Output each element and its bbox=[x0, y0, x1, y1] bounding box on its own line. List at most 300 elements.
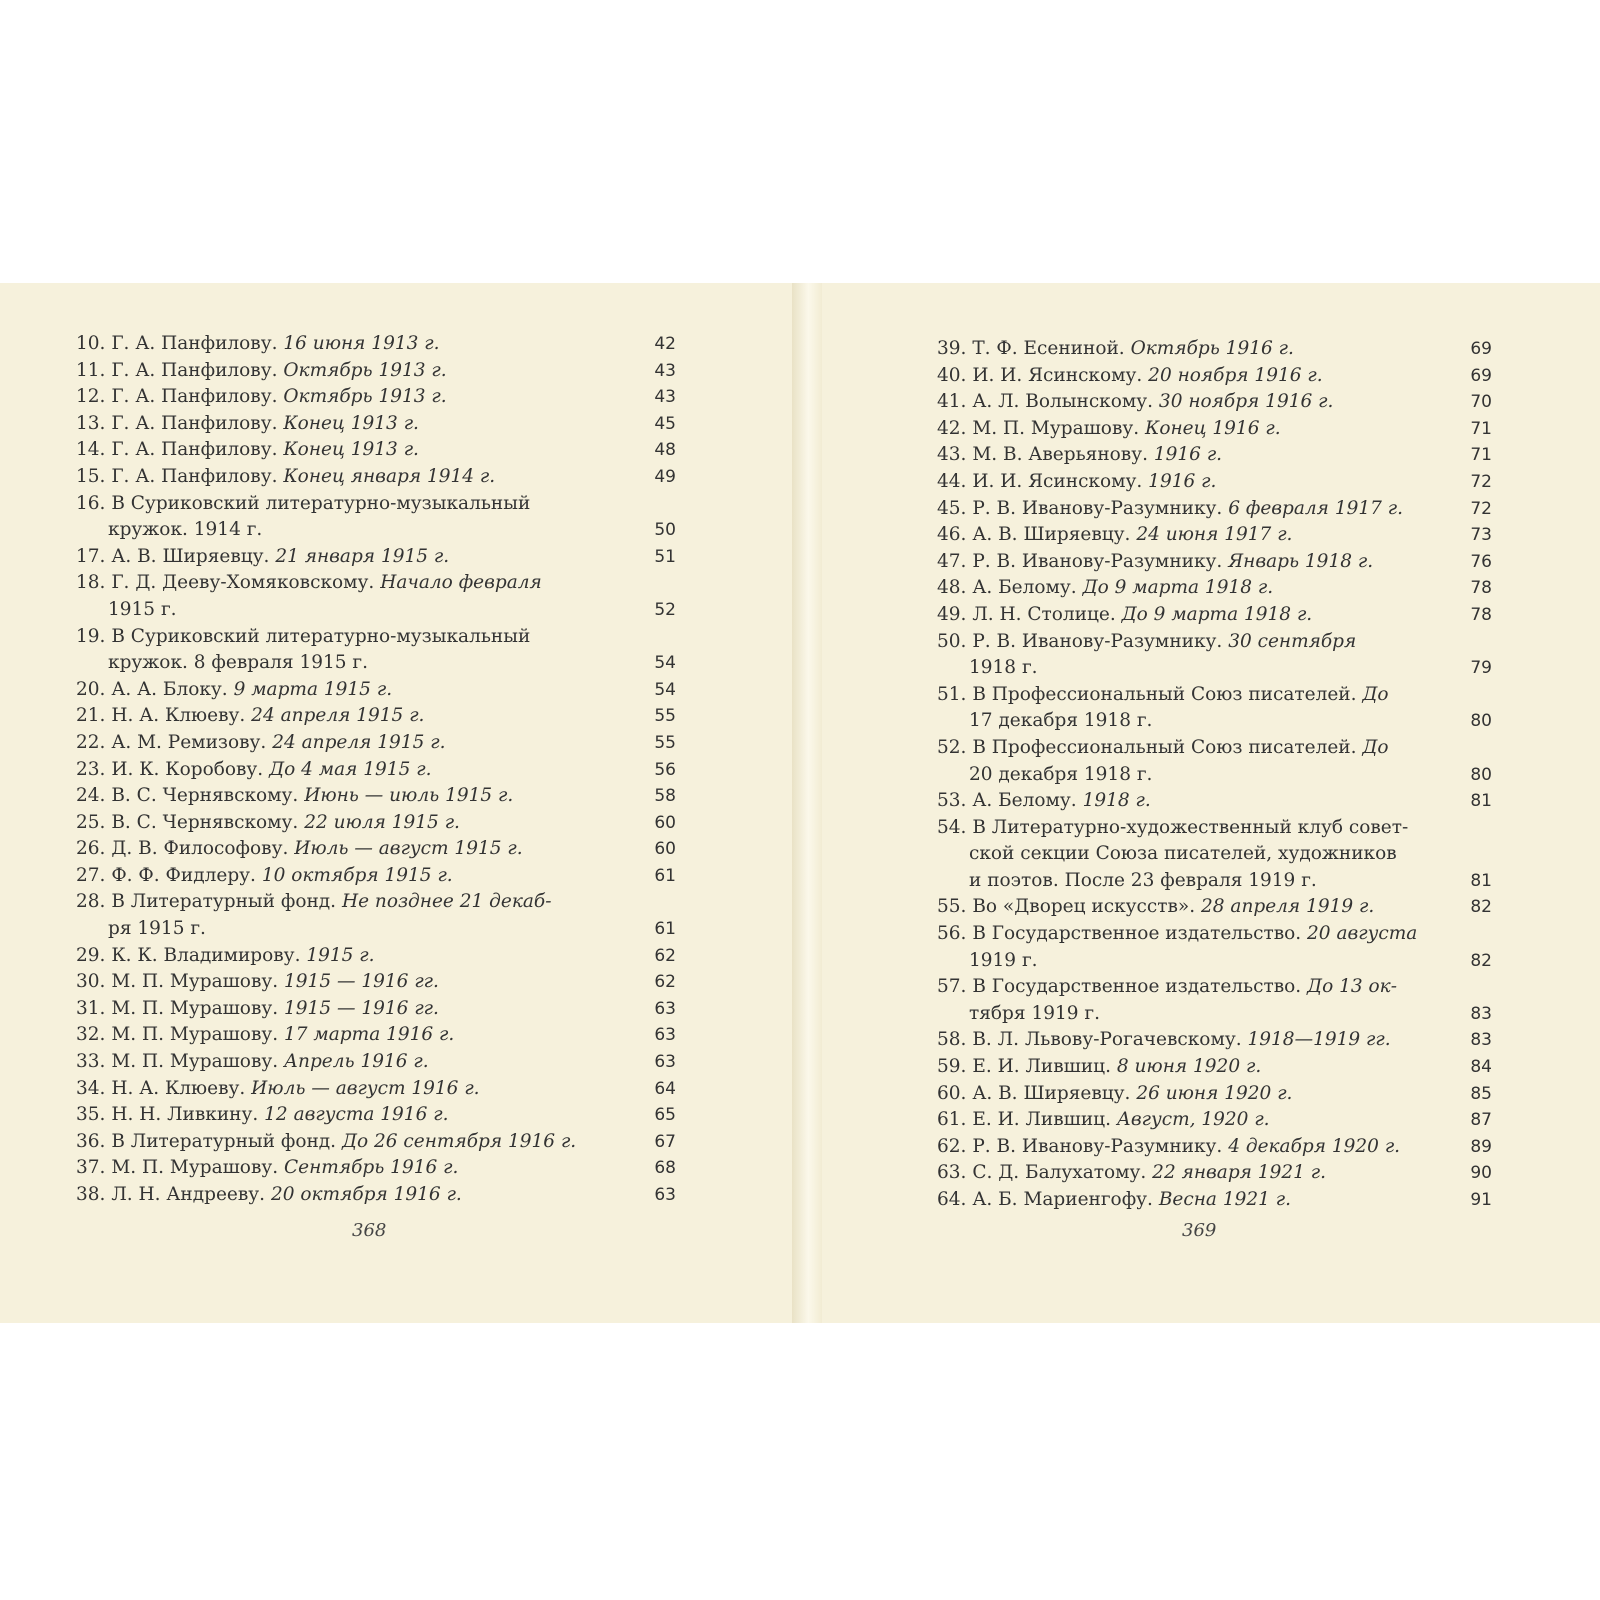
toc-entry bbox=[937, 602, 1492, 629]
book-spread bbox=[0, 283, 1600, 1323]
entry-text bbox=[937, 1029, 1391, 1050]
entry-number: 56. bbox=[937, 923, 967, 945]
entry-text bbox=[937, 1189, 1291, 1210]
toc-entry bbox=[937, 469, 1492, 496]
entry-recipient: С. Д. Балухатому. bbox=[972, 1162, 1153, 1184]
entry-page-number: 91 bbox=[1470, 1190, 1492, 1210]
entry-page-number: 58 bbox=[654, 786, 676, 807]
entry-recipient: И. К. Коробову. bbox=[111, 758, 270, 780]
entry-text bbox=[937, 1083, 1292, 1104]
entry-recipient: Л. Н. Столице. bbox=[972, 603, 1122, 625]
entry-page-number: 62 bbox=[654, 972, 676, 993]
toc-entry bbox=[937, 894, 1492, 921]
entry-number: 46. bbox=[937, 524, 967, 546]
entry-number: 52. bbox=[937, 736, 967, 758]
toc-entry bbox=[937, 1187, 1492, 1214]
entry-text bbox=[76, 705, 424, 726]
toc-entry bbox=[937, 336, 1492, 363]
entry-page-number: 60 bbox=[654, 839, 676, 860]
entry-page-number: 83 bbox=[1470, 1003, 1492, 1024]
entry-number: 22. bbox=[76, 731, 106, 753]
entry-date: 24 апреля 1915 г. bbox=[272, 731, 446, 753]
entry-recipient: Н. А. Клюеву. bbox=[111, 1077, 252, 1099]
entry-page-number: 63 bbox=[654, 1025, 676, 1046]
entry-date: Октябрь 1913 г. bbox=[283, 386, 447, 408]
entry-number: 20. bbox=[76, 678, 106, 700]
entry-text bbox=[76, 1104, 448, 1125]
entry-number: 13. bbox=[76, 412, 106, 434]
entry-number: 41. bbox=[937, 391, 967, 413]
toc-entry bbox=[76, 677, 676, 704]
entry-date: 10 октября 1915 г. bbox=[261, 864, 453, 886]
toc-entry bbox=[76, 1102, 676, 1129]
entry-number: 49. bbox=[937, 603, 967, 625]
toc-entry bbox=[76, 464, 676, 491]
entry-page-number: 64 bbox=[654, 1078, 676, 1099]
entry-page-number: 82 bbox=[1470, 897, 1492, 918]
entry-page-number: 42 bbox=[654, 334, 676, 354]
entry-text bbox=[937, 604, 1312, 625]
entry-date: Весна 1921 г. bbox=[1158, 1189, 1292, 1210]
entry-page-number: 79 bbox=[1470, 658, 1492, 679]
toc-entry bbox=[76, 384, 676, 411]
entry-text bbox=[937, 338, 1294, 359]
table-of-contents-left bbox=[76, 331, 676, 1209]
entry-date: 9 марта 1915 г. bbox=[233, 678, 393, 700]
entry-date: 17 марта 1916 г. bbox=[284, 1024, 455, 1046]
entry-text bbox=[937, 444, 1222, 465]
entry-date: 20 октября 1916 г. bbox=[270, 1184, 462, 1205]
entry-recipient: Ф. Ф. Фидлеру. bbox=[111, 864, 262, 886]
entry-number: 25. bbox=[76, 811, 106, 833]
entry-number: 38. bbox=[76, 1184, 106, 1205]
entry-page-number: 81 bbox=[1470, 791, 1492, 812]
entry-date: 1916 г. bbox=[1153, 444, 1223, 466]
entry-text bbox=[76, 413, 419, 434]
entry-date: Конец 1913 г. bbox=[283, 412, 419, 434]
toc-entry bbox=[937, 442, 1492, 469]
entry-date: 6 февраля 1917 г. bbox=[1228, 497, 1404, 519]
entry-number: 43. bbox=[937, 444, 967, 466]
entry-number: 57. bbox=[937, 976, 967, 998]
entry-number: 63. bbox=[937, 1162, 967, 1184]
toc-entry bbox=[76, 491, 676, 544]
entry-number: 29. bbox=[76, 944, 106, 966]
entry-continuation: 1915 г. bbox=[108, 598, 177, 620]
entry-date: Август, 1920 г. bbox=[1116, 1109, 1270, 1131]
entry-page-number: 63 bbox=[654, 1052, 676, 1073]
entry-recipient: М. П. Мурашову. bbox=[972, 417, 1146, 439]
entry-number: 47. bbox=[937, 550, 967, 572]
entry-number: 51. bbox=[937, 683, 967, 705]
entry-continuation: и поэтов. После 23 февраля 1919 г. bbox=[969, 869, 1317, 891]
toc-entry bbox=[937, 788, 1492, 815]
entry-recipient: А. В. Ширяевцу. bbox=[111, 545, 276, 567]
entry-number: 33. bbox=[76, 1051, 106, 1073]
toc-entry bbox=[76, 863, 676, 890]
entry-number: 21. bbox=[76, 705, 106, 727]
entry-text bbox=[937, 577, 1273, 598]
entry-date: 1918 г. bbox=[1082, 790, 1151, 812]
entry-page-number: 82 bbox=[1470, 950, 1492, 971]
entry-page-number: 50 bbox=[654, 520, 676, 541]
entry-number: 53. bbox=[937, 790, 967, 812]
entry-page-number: 60 bbox=[654, 812, 676, 833]
entry-date: 22 января 1921 г. bbox=[1152, 1162, 1326, 1184]
toc-entry bbox=[937, 629, 1492, 682]
toc-entry bbox=[937, 974, 1492, 1027]
entry-date: 20 ноября 1916 г. bbox=[1148, 364, 1323, 386]
entry-continuation: 20 декабря 1918 г. bbox=[969, 763, 1153, 785]
entry-date: Октябрь 1913 г. bbox=[283, 359, 447, 381]
entry-text bbox=[937, 923, 1417, 944]
entry-date: Июль — август 1916 г. bbox=[251, 1077, 480, 1099]
entry-recipient: Г. А. Панфилову. bbox=[111, 439, 284, 461]
entry-page-number: 89 bbox=[1470, 1136, 1492, 1157]
entry-page-number: 87 bbox=[1470, 1110, 1492, 1131]
entry-number: 39. bbox=[937, 338, 967, 359]
entry-recipient: Г. А. Панфилову. bbox=[111, 359, 284, 381]
entry-page-number: 70 bbox=[1470, 392, 1492, 413]
entry-text bbox=[937, 551, 1373, 572]
toc-entry bbox=[937, 496, 1492, 523]
entry-recipient: М. П. Мурашову. bbox=[111, 1051, 285, 1073]
entry-recipient: Г. А. Панфилову. bbox=[111, 412, 284, 434]
toc-entry bbox=[76, 1155, 676, 1182]
entry-text bbox=[76, 1024, 454, 1045]
entry-number: 44. bbox=[937, 470, 967, 492]
page-number: 368 bbox=[352, 1220, 387, 1241]
entry-date: Конец января 1914 г. bbox=[283, 465, 496, 487]
toc-entry bbox=[76, 996, 676, 1023]
entry-recipient: В Государственное издательство. bbox=[972, 923, 1308, 945]
entry-recipient: Р. В. Иванову-Разумнику. bbox=[972, 630, 1229, 652]
entry-page-number: 54 bbox=[654, 653, 676, 674]
entry-number: 54. bbox=[937, 816, 967, 838]
entry-number: 14. bbox=[76, 439, 106, 461]
entry-text bbox=[76, 626, 530, 647]
toc-entry bbox=[937, 363, 1492, 390]
entry-date: 8 июня 1920 г. bbox=[1116, 1056, 1262, 1078]
entry-date: 22 июля 1915 г. bbox=[304, 811, 460, 833]
entry-recipient: В Профессиональный Союз писателей. bbox=[972, 683, 1363, 705]
entry-page-number: 73 bbox=[1470, 525, 1492, 546]
entry-text bbox=[76, 945, 375, 966]
entry-date: 30 сентября bbox=[1228, 630, 1357, 652]
entry-date: До 13 ок- bbox=[1307, 976, 1397, 998]
entry-recipient: В Литературный фонд. bbox=[111, 891, 342, 913]
book-gutter bbox=[792, 283, 822, 1323]
toc-entry bbox=[76, 570, 676, 623]
toc-entry bbox=[937, 735, 1492, 788]
entry-date: 30 ноября 1916 г. bbox=[1158, 391, 1334, 413]
entry-recipient: Г. Д. Дееву-Хомяковскому. bbox=[111, 572, 381, 594]
entry-page-number: 52 bbox=[654, 599, 676, 620]
entry-number: 64. bbox=[937, 1189, 967, 1210]
toc-entry bbox=[76, 969, 676, 996]
entry-text bbox=[76, 1157, 458, 1178]
toc-entry bbox=[76, 1182, 676, 1209]
entry-date: Сентябрь 1916 г. bbox=[284, 1157, 459, 1179]
entry-recipient: Р. В. Иванову-Разумнику. bbox=[972, 1135, 1229, 1157]
toc-entry bbox=[76, 544, 676, 571]
entry-date: До bbox=[1362, 736, 1389, 758]
entry-recipient: В Суриковский литературно-музыкальный bbox=[111, 625, 531, 647]
entry-recipient: И. И. Ясинскому. bbox=[972, 364, 1149, 386]
toc-entry bbox=[76, 358, 676, 385]
toc-entry bbox=[76, 757, 676, 784]
entry-recipient: В Суриковский литературно-музыкальный bbox=[111, 492, 531, 514]
entry-text bbox=[76, 865, 453, 886]
entry-page-number: 78 bbox=[1470, 604, 1492, 625]
entry-recipient: М. В. Аверьянову. bbox=[972, 444, 1154, 466]
entry-number: 16. bbox=[76, 492, 106, 514]
entry-text bbox=[937, 524, 1292, 545]
toc-entry bbox=[937, 416, 1492, 443]
entry-page-number: 56 bbox=[654, 759, 676, 780]
entry-date: 1915 — 1916 гг. bbox=[284, 997, 439, 1019]
entry-continuation: кружок. 1914 г. bbox=[108, 519, 263, 541]
entry-number: 45. bbox=[937, 497, 967, 519]
entry-number: 19. bbox=[76, 625, 106, 647]
entry-date: До bbox=[1362, 683, 1389, 705]
entry-date: 21 января 1915 г. bbox=[275, 545, 450, 567]
entry-date: 1915 г. bbox=[306, 944, 375, 966]
entry-page-number: 67 bbox=[654, 1131, 676, 1152]
entry-number: 37. bbox=[76, 1157, 106, 1179]
entry-text bbox=[937, 896, 1374, 917]
entry-page-number: 54 bbox=[654, 679, 676, 700]
entry-text bbox=[937, 684, 1389, 705]
entry-page-number: 43 bbox=[654, 387, 676, 408]
entry-date: Начало февраля bbox=[380, 572, 542, 594]
table-of-contents-right bbox=[937, 336, 1492, 1214]
toc-entry bbox=[76, 1049, 676, 1076]
entry-recipient: Р. В. Иванову-Разумнику. bbox=[972, 550, 1229, 572]
entry-number: 10. bbox=[76, 333, 106, 354]
entry-recipient: М. П. Мурашову. bbox=[111, 997, 285, 1019]
entry-number: 27. bbox=[76, 864, 106, 886]
entry-text bbox=[76, 333, 440, 354]
entry-page-number: 65 bbox=[654, 1105, 676, 1126]
entry-number: 40. bbox=[937, 364, 967, 386]
entry-number: 12. bbox=[76, 386, 106, 408]
entry-number: 59. bbox=[937, 1056, 967, 1078]
entry-number: 62. bbox=[937, 1135, 967, 1157]
entry-date: Июнь — июль 1915 г. bbox=[304, 785, 514, 807]
entry-recipient: А. М. Ремизову. bbox=[111, 731, 273, 753]
entry-date: Октябрь 1916 г. bbox=[1130, 338, 1294, 359]
entry-text bbox=[76, 838, 523, 859]
entry-continuation: 1918 г. bbox=[969, 657, 1038, 679]
toc-entry bbox=[937, 389, 1492, 416]
toc-entry bbox=[937, 1107, 1492, 1134]
entry-page-number: 69 bbox=[1470, 339, 1492, 359]
entry-date: Не позднее 21 декаб- bbox=[341, 891, 552, 913]
entry-page-number: 63 bbox=[654, 1185, 676, 1205]
entry-number: 35. bbox=[76, 1104, 106, 1126]
entry-text bbox=[937, 418, 1281, 439]
entry-text bbox=[76, 998, 439, 1019]
entry-text bbox=[76, 732, 445, 753]
entry-page-number: 71 bbox=[1470, 445, 1492, 466]
entry-date: 4 декабря 1920 г. bbox=[1228, 1135, 1401, 1157]
entry-page-number: 71 bbox=[1470, 418, 1492, 439]
entry-text bbox=[76, 360, 447, 381]
entry-page-number: 80 bbox=[1470, 764, 1492, 785]
entry-text bbox=[76, 439, 419, 460]
entry-recipient: Е. И. Лившиц. bbox=[972, 1056, 1117, 1078]
entry-text bbox=[937, 790, 1151, 811]
entry-text bbox=[76, 1051, 429, 1072]
entry-page-number: 68 bbox=[654, 1158, 676, 1179]
entry-page-number: 51 bbox=[654, 546, 676, 567]
entry-text bbox=[76, 546, 449, 567]
toc-entry bbox=[76, 703, 676, 730]
entry-recipient: В. С. Чернявскому. bbox=[111, 785, 305, 807]
entry-recipient: Р. В. Иванову-Разумнику. bbox=[972, 497, 1229, 519]
entry-recipient: Г. А. Панфилову. bbox=[111, 465, 284, 487]
entry-date: 24 апреля 1915 г. bbox=[251, 705, 425, 727]
entry-date: До 9 марта 1918 г. bbox=[1082, 577, 1274, 599]
entry-recipient: М. П. Мурашову. bbox=[111, 1024, 285, 1046]
entry-date: 20 августа bbox=[1307, 923, 1418, 945]
entry-recipient: В. Л. Львову-Рогачевскому. bbox=[972, 1029, 1248, 1051]
toc-entry bbox=[937, 1134, 1492, 1161]
entry-text bbox=[937, 471, 1216, 492]
entry-page-number: 78 bbox=[1470, 578, 1492, 599]
entry-number: 11. bbox=[76, 359, 106, 381]
entry-text bbox=[937, 817, 1408, 838]
entry-number: 15. bbox=[76, 465, 106, 487]
entry-continuation: тября 1919 г. bbox=[969, 1002, 1100, 1024]
entry-page-number: 81 bbox=[1470, 870, 1492, 891]
entry-recipient: А. Л. Волынскому. bbox=[972, 391, 1159, 413]
entry-recipient: Е. И. Лившиц. bbox=[972, 1109, 1117, 1131]
entry-recipient: Н. А. Клюеву. bbox=[111, 705, 252, 727]
entry-recipient: А. А. Блоку. bbox=[111, 678, 234, 700]
entry-recipient: Д. В. Философову. bbox=[111, 838, 295, 860]
entry-date: 26 июня 1920 г. bbox=[1136, 1082, 1293, 1104]
toc-entry bbox=[76, 331, 676, 358]
entry-page-number: 72 bbox=[1470, 498, 1492, 519]
toc-entry bbox=[937, 1160, 1492, 1187]
entry-text bbox=[76, 493, 530, 514]
toc-entry bbox=[76, 889, 676, 942]
entry-recipient: А. В. Ширяевцу. bbox=[972, 1082, 1137, 1104]
entry-date: 24 июня 1917 г. bbox=[1136, 524, 1293, 546]
entry-continuation: ской секции Союза писателей, художников bbox=[969, 843, 1397, 865]
entry-page-number: 61 bbox=[654, 919, 676, 940]
entry-date: 1918—1919 гг. bbox=[1247, 1029, 1391, 1051]
entry-page-number: 80 bbox=[1470, 711, 1492, 732]
toc-entry bbox=[76, 1129, 676, 1156]
toc-entry bbox=[76, 783, 676, 810]
toc-entry bbox=[937, 815, 1492, 895]
toc-entry bbox=[76, 730, 676, 757]
entry-number: 55. bbox=[937, 896, 967, 918]
toc-entry bbox=[76, 836, 676, 863]
entry-number: 61. bbox=[937, 1109, 967, 1131]
toc-entry bbox=[937, 549, 1492, 576]
entry-page-number: 55 bbox=[654, 732, 676, 753]
page-number: 369 bbox=[1182, 1220, 1217, 1241]
entry-date: 12 августа 1916 г. bbox=[264, 1104, 449, 1126]
toc-entry bbox=[76, 1022, 676, 1049]
entry-number: 31. bbox=[76, 997, 106, 1019]
entry-page-number: 55 bbox=[654, 706, 676, 727]
entry-recipient: В. С. Чернявскому. bbox=[111, 811, 305, 833]
entry-number: 24. bbox=[76, 785, 106, 807]
entry-recipient: А. Белому. bbox=[972, 790, 1083, 812]
entry-recipient: А. Белому. bbox=[972, 577, 1083, 599]
entry-text bbox=[937, 737, 1389, 758]
entry-number: 18. bbox=[76, 572, 106, 594]
entry-page-number: 69 bbox=[1470, 365, 1492, 386]
entry-text bbox=[937, 1162, 1326, 1183]
entry-continuation: 17 декабря 1918 г. bbox=[969, 710, 1153, 732]
entry-number: 58. bbox=[937, 1029, 967, 1051]
right-page bbox=[822, 283, 1600, 1323]
entry-text bbox=[76, 759, 431, 780]
entry-page-number: 45 bbox=[654, 413, 676, 434]
entry-number: 34. bbox=[76, 1077, 106, 1099]
toc-entry bbox=[76, 411, 676, 438]
entry-text bbox=[76, 785, 513, 806]
entry-text bbox=[76, 466, 495, 487]
entry-text bbox=[76, 572, 542, 593]
entry-text bbox=[937, 1056, 1261, 1077]
toc-entry bbox=[937, 522, 1492, 549]
entry-recipient: Г. А. Панфилову. bbox=[111, 333, 284, 354]
entry-date: 1916 г. bbox=[1148, 470, 1217, 492]
entry-recipient: А. Б. Мариенгофу. bbox=[972, 1189, 1159, 1210]
entry-text bbox=[937, 391, 1333, 412]
entry-recipient: В Литературный фонд. bbox=[111, 1130, 342, 1152]
toc-entry bbox=[76, 1076, 676, 1103]
entry-date: 28 апреля 1919 г. bbox=[1201, 896, 1375, 918]
entry-page-number: 61 bbox=[654, 865, 676, 886]
entry-recipient: И. И. Ясинскому. bbox=[972, 470, 1149, 492]
toc-entry bbox=[76, 437, 676, 464]
toc-entry bbox=[937, 921, 1492, 974]
entry-recipient: К. К. Владимирову. bbox=[111, 944, 307, 966]
entry-date: До 4 мая 1915 г. bbox=[269, 758, 432, 780]
entry-number: 23. bbox=[76, 758, 106, 780]
entry-recipient: В Профессиональный Союз писателей. bbox=[972, 736, 1363, 758]
entry-recipient: В Государственное издательство. bbox=[972, 976, 1308, 998]
entry-number: 30. bbox=[76, 971, 106, 993]
entry-page-number: 49 bbox=[654, 466, 676, 487]
entry-recipient: Л. Н. Андрееву. bbox=[111, 1184, 271, 1205]
entry-number: 48. bbox=[937, 577, 967, 599]
entry-date: Январь 1918 г. bbox=[1228, 550, 1374, 572]
entry-recipient: М. П. Мурашову. bbox=[111, 971, 285, 993]
entry-recipient: В Литературно-художественный клуб совет- bbox=[972, 816, 1409, 838]
entry-continuation: 1919 г. bbox=[969, 949, 1038, 971]
entry-recipient: А. В. Ширяевцу. bbox=[972, 524, 1137, 546]
entry-date: 1915 — 1916 гг. bbox=[284, 971, 439, 993]
entry-text bbox=[76, 812, 460, 833]
entry-number: 32. bbox=[76, 1024, 106, 1046]
entry-text bbox=[76, 1184, 462, 1205]
entry-date: Конец 1916 г. bbox=[1145, 417, 1281, 439]
entry-text bbox=[937, 631, 1356, 652]
toc-entry bbox=[937, 1027, 1492, 1054]
left-page bbox=[0, 283, 792, 1323]
entry-page-number: 84 bbox=[1470, 1057, 1492, 1078]
entry-recipient: Во «Дворец искусств». bbox=[972, 896, 1201, 918]
